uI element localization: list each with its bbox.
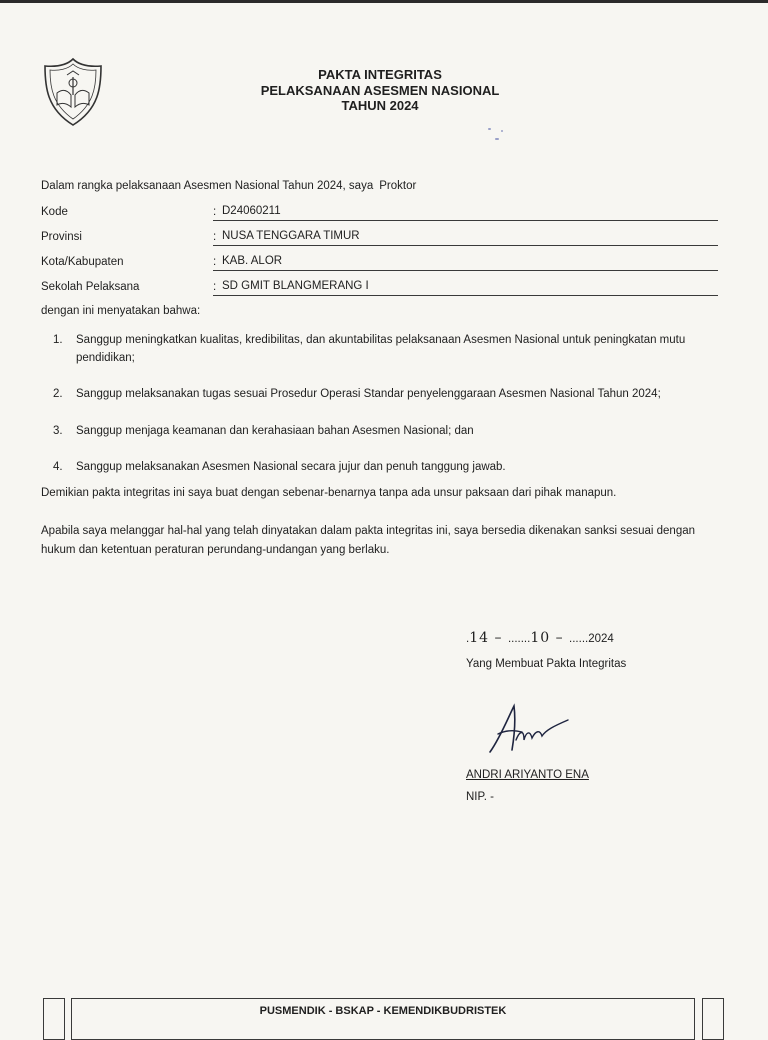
- list-item-number: 3.: [53, 425, 63, 437]
- intro-sentence: [41, 180, 416, 192]
- maker-label: Yang Membuat Pakta Integritas: [466, 658, 627, 670]
- signer-name: ANDRI ARIYANTO ENA: [466, 769, 589, 781]
- doc-title-line1: PAKTA INTEGRITAS: [318, 67, 442, 82]
- field-colon: :: [213, 206, 217, 218]
- footer-text: PUSMENDIK - BSKAP - KEMENDIKBUDRISTEK: [259, 1005, 507, 1017]
- field-underline: [213, 270, 718, 271]
- sign-date-year: 2024: [588, 633, 614, 645]
- field-label-kota: Kota/Kabupaten: [41, 256, 124, 268]
- sign-date-day: 14: [469, 630, 490, 646]
- field-label-kode: Kode: [41, 206, 68, 218]
- sign-date: .14 – .......10 – ......2024: [466, 630, 614, 646]
- field-colon: :: [213, 281, 217, 293]
- field-value-kota: KAB. ALOR: [222, 255, 283, 267]
- intro-role: Proktor: [379, 180, 417, 192]
- field-value-provinsi: NUSA TENGGARA TIMUR: [222, 230, 360, 242]
- list-item-number: 2.: [53, 388, 63, 400]
- footer-corner-left: [43, 998, 65, 1040]
- closing-paragraph-2: Apabila saya melanggar hal-hal yang telah dinyatakan dalam pakta integritas ini, saya bersedia dikenakan sanksi sesuai dengan hukum dan ketentuan peraturan perundang-undangan yang berlaku.: [41, 525, 696, 556]
- top-edge-line: [0, 0, 768, 3]
- signer-nip: NIP. -: [466, 791, 494, 803]
- list-item-text: Sanggup melaksanakan Asesmen Nasional secara jujur dan penuh tanggung jawab.: [76, 461, 506, 473]
- list-item: [53, 385, 703, 403]
- list-item: [53, 331, 703, 367]
- footer-corner-right: [702, 998, 724, 1040]
- doc-title-line3: TAHUN 2024: [341, 98, 419, 113]
- tut-wuri-handayani-emblem-icon: [37, 57, 109, 127]
- field-label-provinsi: Provinsi: [41, 231, 82, 243]
- field-label-sekolah: Sekolah Pelaksana: [41, 281, 140, 293]
- list-item-number: 1.: [53, 334, 63, 346]
- list-item: [53, 422, 703, 440]
- list-item-text: Sanggup menjaga keamanan dan kerahasiaan bahan Asesmen Nasional; dan: [76, 425, 474, 437]
- field-underline: [213, 220, 718, 221]
- print-speck: [501, 130, 503, 132]
- field-underline: [213, 245, 718, 246]
- field-colon: :: [213, 256, 217, 268]
- declaration-text: dengan ini menyatakan bahwa:: [41, 305, 201, 317]
- field-value-sekolah: SD GMIT BLANGMERANG I: [222, 280, 369, 292]
- field-colon: :: [213, 231, 217, 243]
- sign-date-month: 10: [530, 630, 551, 646]
- doc-title-line2: PELAKSANAAN ASESMEN NASIONAL: [260, 83, 500, 98]
- list-item-text: Sanggup meningkatkan kualitas, kredibilitas, dan akuntabilitas pelaksanaan Asesmen Nasional untuk peningkatan mutu pendidikan;: [76, 334, 686, 364]
- print-speck: [495, 138, 499, 140]
- list-item-text: Sanggup melaksanakan tugas sesuai Prosedur Operasi Standar penyelenggaraan Asesmen Nasional Tahun 2024;: [76, 388, 661, 400]
- closing-paragraph-1: Demikian pakta integritas ini saya buat dengan sebenar-benarnya tanpa ada unsur paksaan dari pihak manapun.: [41, 487, 617, 499]
- handwritten-signature-icon: [484, 700, 584, 762]
- list-item-number: 4.: [53, 461, 63, 473]
- list-item: [53, 458, 703, 476]
- intro-text: Dalam rangka pelaksanaan Asesmen Nasional Tahun 2024, saya: [41, 180, 374, 192]
- field-underline: [213, 295, 718, 296]
- field-value-kode: D24060211: [222, 205, 281, 217]
- print-speck: [488, 128, 491, 130]
